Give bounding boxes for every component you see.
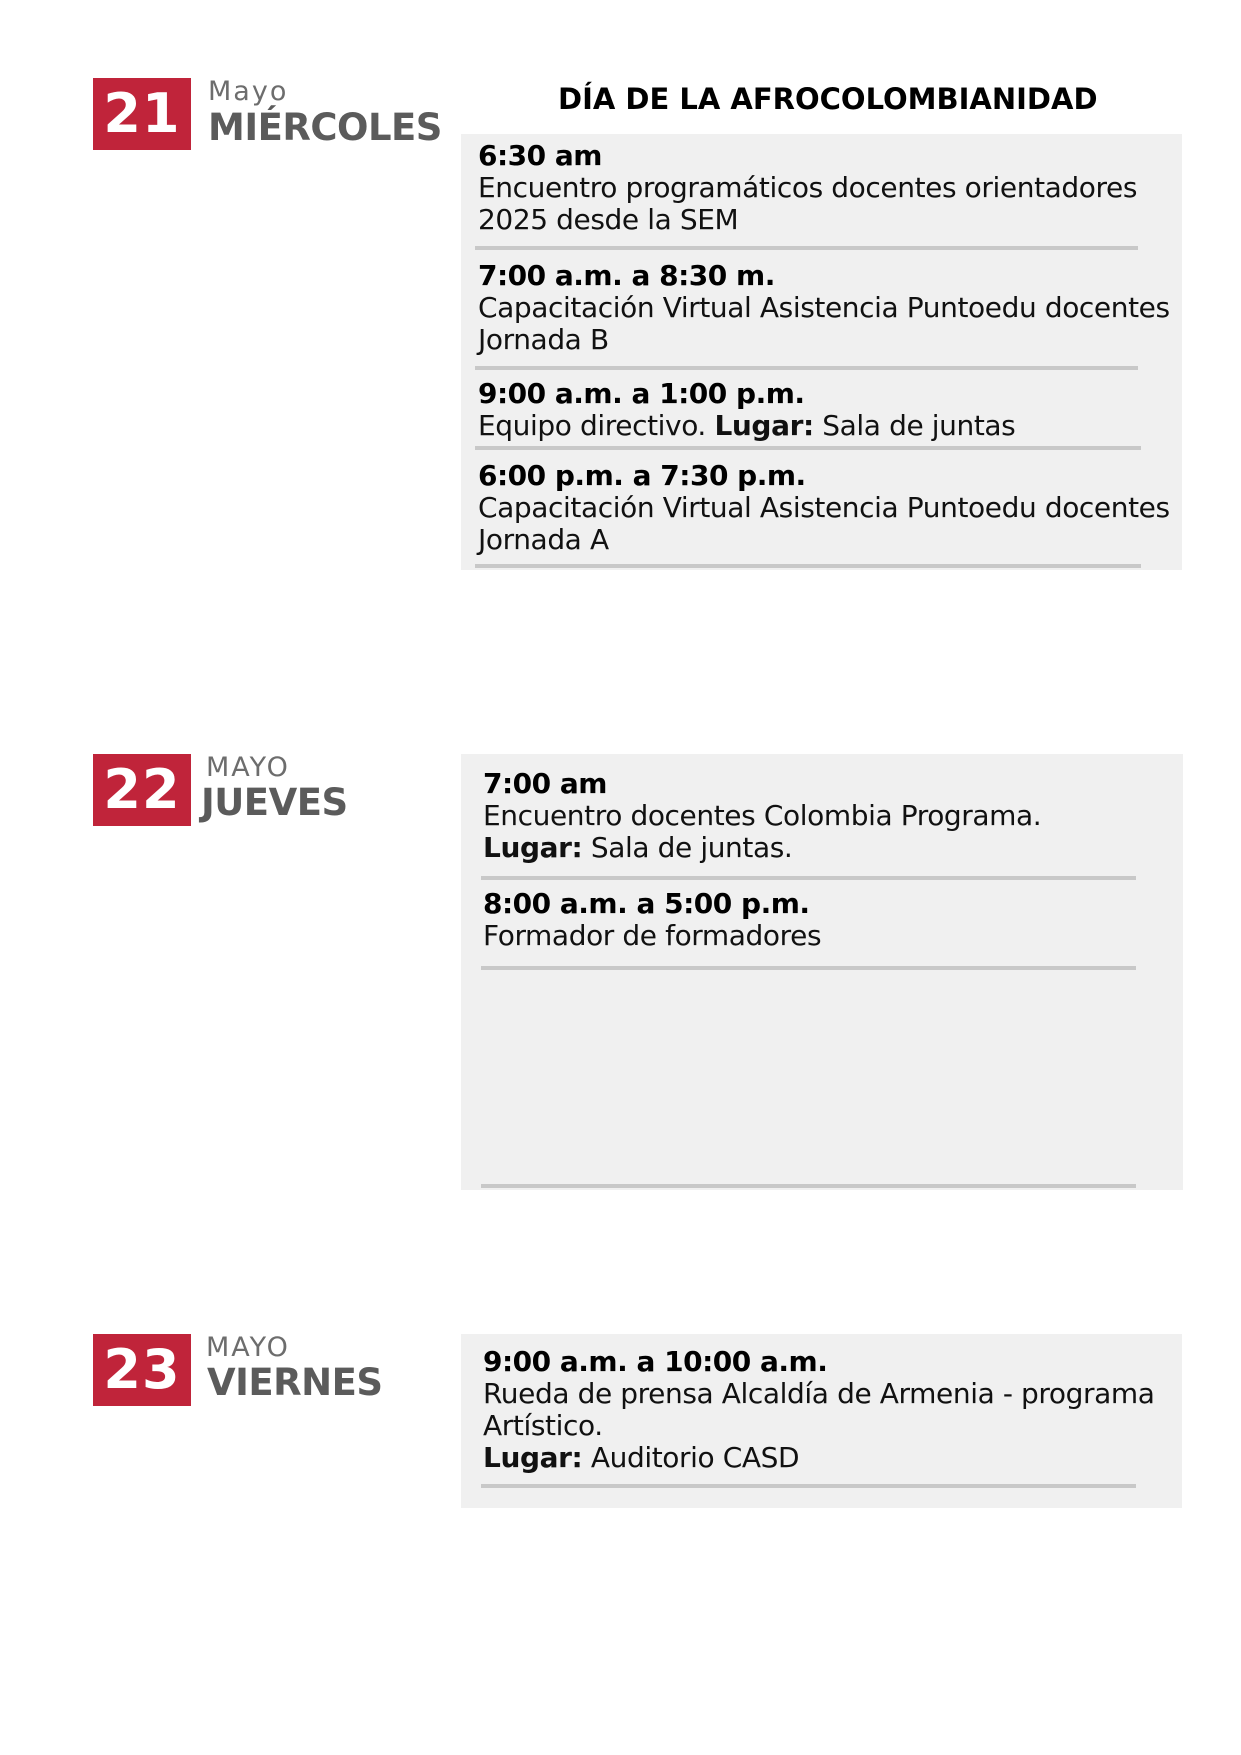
- place-value: Auditorio CASD: [590, 1441, 800, 1474]
- event-time: 7:00 a.m. a 8:30 m.: [478, 259, 775, 292]
- month-label: MAYO: [206, 1332, 290, 1363]
- event-time: 9:00 a.m. a 10:00 a.m.: [483, 1345, 828, 1378]
- weekday-label: MIÉRCOLES: [208, 106, 442, 149]
- event-description: Encuentro programáticos docentes orientadores 2025 desde la SEM: [478, 171, 1138, 236]
- event-divider: [481, 876, 1136, 880]
- event-description: Rueda de prensa Alcaldía de Armenia - programa Artístico. Lugar: Auditorio CASD: [483, 1377, 1155, 1474]
- day-number-badge: 22: [93, 754, 191, 826]
- place-value: Sala de juntas.: [590, 831, 793, 864]
- event-item: [478, 460, 1182, 556]
- place-value: Sala de juntas: [822, 409, 1016, 442]
- events-panel: [461, 754, 1183, 1190]
- day-number-badge: 23: [93, 1334, 191, 1406]
- event-divider: [481, 1484, 1136, 1488]
- place-label: Lugar:: [483, 831, 583, 864]
- place-label: Lugar:: [483, 1441, 583, 1474]
- event-description: Capacitación Virtual Asistencia Puntoedu docentes Jornada B: [478, 291, 1170, 356]
- event-item: [478, 378, 1182, 442]
- event-description: Encuentro docentes Colombia Programa. Lugar: Sala de juntas.: [483, 799, 1042, 864]
- special-day-title: DÍA DE LA AFROCOLOMBIANIDAD: [558, 82, 1098, 116]
- event-time: 6:30 am: [478, 139, 602, 172]
- event-divider: [481, 966, 1136, 970]
- weekday-label: JUEVES: [201, 781, 348, 824]
- month-label: MAYO: [206, 752, 290, 783]
- event-item: [478, 260, 1182, 356]
- place-label: Lugar:: [714, 409, 814, 442]
- event-time: 7:00 am: [483, 767, 607, 800]
- event-description: Capacitación Virtual Asistencia Puntoedu docentes Jornada A: [478, 491, 1170, 556]
- event-description: Formador de formadores: [483, 919, 822, 952]
- month-label: Mayo: [208, 76, 289, 107]
- event-divider: [475, 446, 1141, 450]
- events-panel: [461, 134, 1182, 570]
- event-time: 9:00 a.m. a 1:00 p.m.: [478, 377, 805, 410]
- day-number-badge: 21: [93, 78, 191, 150]
- weekday-label: VIERNES: [207, 1361, 383, 1404]
- event-item: [478, 140, 1182, 236]
- event-divider: [481, 1184, 1136, 1188]
- event-divider: [475, 366, 1138, 370]
- event-item: [483, 888, 1183, 952]
- event-time: 8:00 a.m. a 5:00 p.m.: [483, 887, 810, 920]
- events-panel: [461, 1334, 1182, 1508]
- event-item: [483, 768, 1183, 864]
- event-divider: [475, 564, 1141, 568]
- event-item: [483, 1346, 1182, 1474]
- event-divider: [475, 246, 1138, 250]
- event-time: 6:00 p.m. a 7:30 p.m.: [478, 459, 806, 492]
- event-description: Equipo directivo. Lugar: Sala de juntas: [478, 409, 1016, 442]
